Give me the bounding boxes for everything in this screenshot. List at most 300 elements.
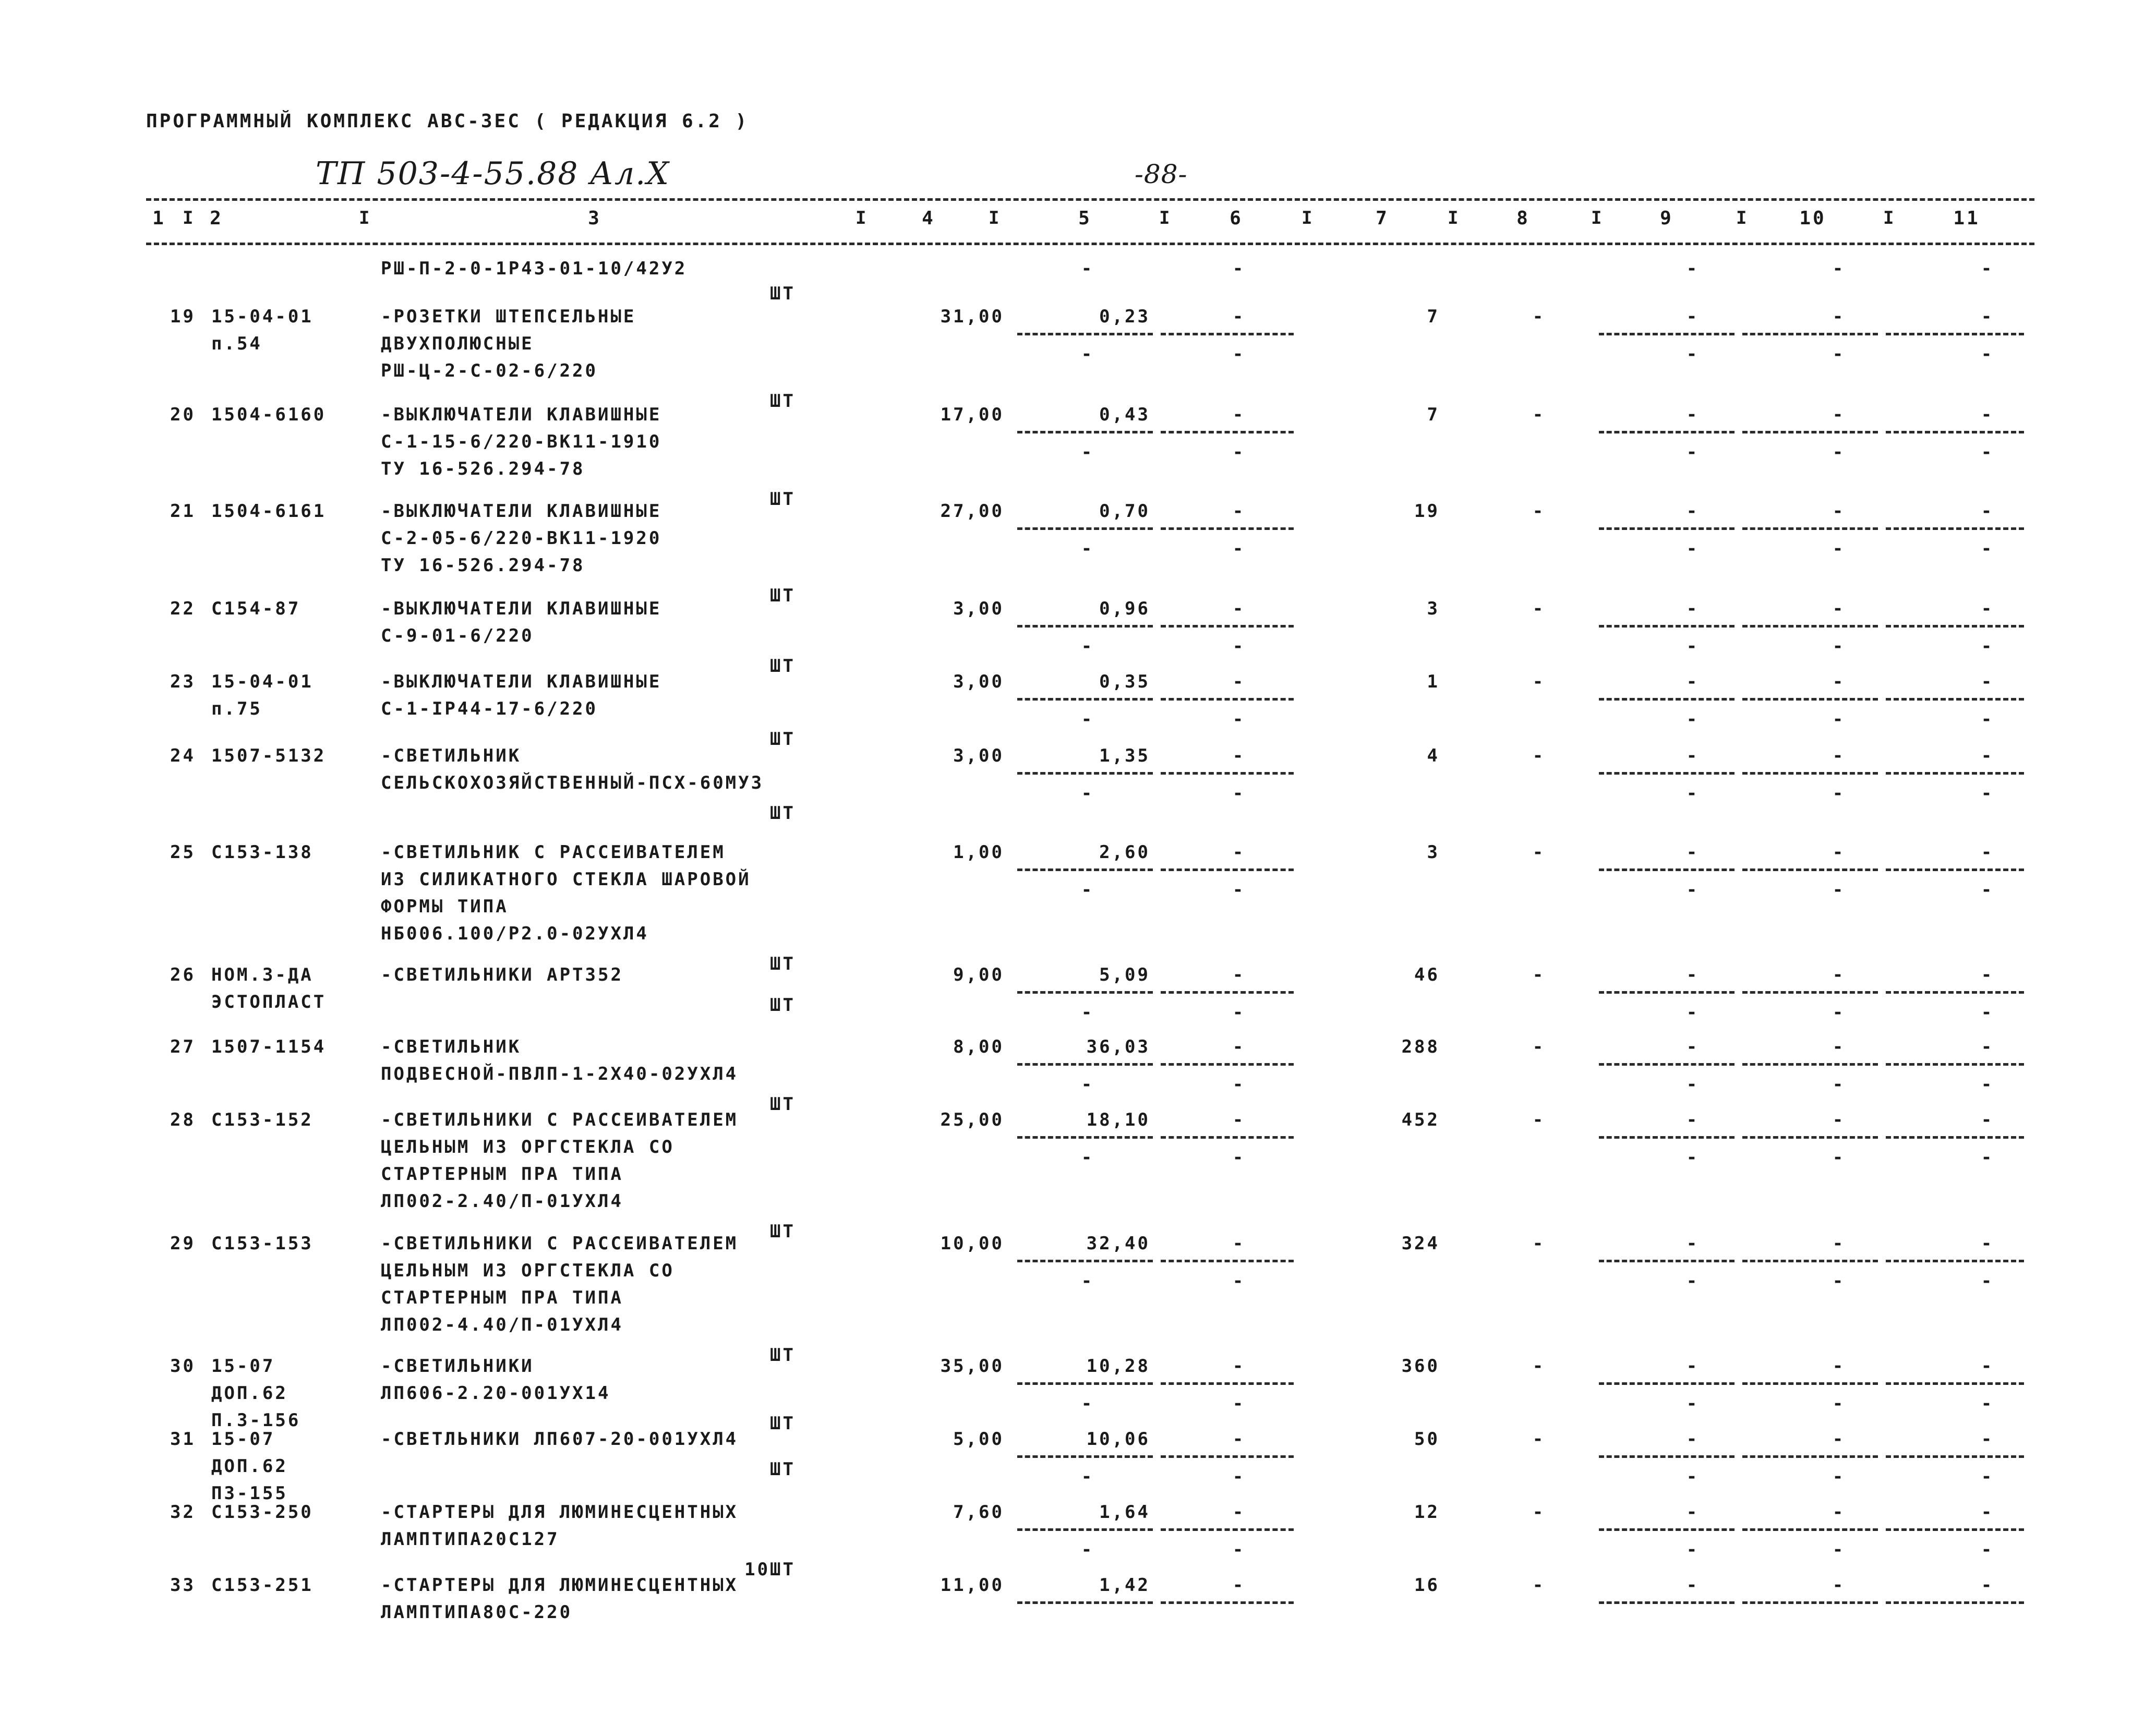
- col9-value: -: [1686, 1036, 1700, 1057]
- cell-divider-dashes: [1886, 1063, 2024, 1066]
- cell-divider-dashes: [1886, 772, 2024, 775]
- cell-divider-dashes: [1017, 1260, 1153, 1262]
- cell-divider-dashes: [1017, 1382, 1153, 1385]
- col10-value: -: [1832, 842, 1846, 863]
- col6-value: -: [1232, 1002, 1246, 1023]
- unit-of-measure: 10ШТ: [744, 1559, 796, 1580]
- col9-value: -: [1686, 709, 1700, 730]
- col11-value: -: [1981, 1356, 1994, 1377]
- col8-value: -: [1532, 1429, 1546, 1450]
- col9-value: -: [1686, 598, 1700, 619]
- cell-divider-dashes: [1886, 1601, 2024, 1604]
- col5-value: 2,60: [1099, 842, 1150, 863]
- col6-value: -: [1232, 783, 1246, 804]
- col10-value: -: [1832, 306, 1846, 327]
- item-description: СТАРТЕРНЫМ ПРА ТИПА: [381, 1164, 623, 1185]
- unit-of-measure: ШТ: [770, 1221, 796, 1242]
- col9-value: -: [1686, 1466, 1700, 1487]
- col6-value: -: [1232, 1393, 1246, 1414]
- quantity: 1,00: [953, 842, 1004, 863]
- cell-divider-dashes: [1886, 431, 2024, 433]
- item-description: -РОЗЕТКИ ШТЕПСЕЛЬНЫЕ: [381, 306, 636, 327]
- col6-value: -: [1232, 1233, 1246, 1254]
- col9-value: -: [1686, 404, 1700, 425]
- column-separator: I: [1736, 208, 1749, 228]
- col10-value: -: [1832, 709, 1846, 730]
- col9-value: -: [1686, 671, 1700, 692]
- col10-value: -: [1832, 1539, 1846, 1560]
- col11-value: -: [1981, 1147, 1994, 1168]
- col6-value: -: [1232, 258, 1246, 279]
- cell-divider-dashes: [1599, 431, 1735, 433]
- quantity: 31,00: [940, 306, 1004, 327]
- col5-value: 0,43: [1099, 404, 1150, 425]
- cell-divider-dashes: [1886, 868, 2024, 871]
- quantity: 11,00: [940, 1575, 1004, 1596]
- col7-value: 3: [1427, 598, 1440, 619]
- cell-divider-dashes: [1017, 772, 1153, 775]
- col5-value: -: [1081, 1002, 1094, 1023]
- col6-value: -: [1232, 1109, 1246, 1130]
- col9-value: -: [1686, 1502, 1700, 1523]
- column-number-7: 7: [1376, 208, 1389, 229]
- unit-of-measure: ШТ: [770, 729, 796, 750]
- cell-divider-dashes: [1599, 1260, 1735, 1262]
- cell-divider-dashes: [1886, 1136, 2024, 1139]
- normative-code: 1507-5132: [211, 745, 327, 766]
- cell-divider-dashes: [1599, 868, 1735, 871]
- col11-value: -: [1981, 842, 1994, 863]
- unit-of-measure: ШТ: [770, 656, 796, 677]
- column-number-5: 5: [1078, 208, 1092, 229]
- col7-value: 4: [1427, 745, 1440, 766]
- column-separator: I: [1448, 208, 1461, 228]
- col6-value: -: [1232, 879, 1246, 900]
- col6-value: -: [1232, 1539, 1246, 1560]
- normative-code: п.75: [211, 698, 262, 719]
- col11-value: -: [1981, 344, 1994, 365]
- item-description: С-2-05-6/220-ВК11-1920: [381, 528, 662, 549]
- item-description: РШ-Ц-2-С-02-6/220: [381, 360, 598, 381]
- cell-divider-dashes: [1017, 431, 1153, 433]
- cell-divider-dashes: [1161, 1528, 1294, 1531]
- col11-value: -: [1981, 636, 1994, 657]
- cell-divider-dashes: [1599, 1601, 1735, 1604]
- col11-value: -: [1981, 964, 1994, 985]
- col10-value: -: [1832, 1036, 1846, 1057]
- row-number: 22: [170, 598, 196, 619]
- col11-value: -: [1981, 1575, 1994, 1596]
- col9-value: -: [1686, 442, 1700, 463]
- column-separator: I: [856, 208, 869, 228]
- cell-divider-dashes: [1017, 1601, 1153, 1604]
- col9-value: -: [1686, 1393, 1700, 1414]
- column-number-9: 9: [1660, 208, 1673, 229]
- cell-divider-dashes: [1161, 991, 1294, 994]
- cell-divider-dashes: [1742, 1455, 1878, 1458]
- col11-value: -: [1981, 1036, 1994, 1057]
- col7-value: 19: [1414, 501, 1440, 522]
- item-description: С-1-15-6/220-ВК11-1910: [381, 431, 662, 452]
- cell-divider-dashes: [1742, 1136, 1878, 1139]
- col5-value: 1,64: [1099, 1502, 1150, 1523]
- quantity: 27,00: [940, 501, 1004, 522]
- col10-value: -: [1832, 1109, 1846, 1130]
- quantity: 3,00: [953, 671, 1004, 692]
- cell-divider-dashes: [1742, 1063, 1878, 1066]
- col6-value: -: [1232, 538, 1246, 559]
- quantity: 9,00: [953, 964, 1004, 985]
- item-description: ЛАМПТИПА20С127: [381, 1529, 560, 1550]
- quantity: 25,00: [940, 1109, 1004, 1130]
- cell-divider-dashes: [1017, 1136, 1153, 1139]
- col10-value: -: [1832, 745, 1846, 766]
- item-description: С-1-IР44-17-6/220: [381, 698, 598, 719]
- item-description: СЕЛЬСКОХОЗЯЙСТВЕННЫЙ-ПСХ-60МУЗ: [381, 773, 764, 793]
- cell-divider-dashes: [1886, 1260, 2024, 1262]
- item-description: -ВЫКЛЮЧАТЕЛИ КЛАВИШНЫЕ: [381, 598, 662, 619]
- col11-value: -: [1981, 1393, 1994, 1414]
- row-number: 26: [170, 964, 196, 985]
- cell-divider-dashes: [1742, 431, 1878, 433]
- normative-code: 1507-1154: [211, 1036, 327, 1057]
- col11-value: -: [1981, 1502, 1994, 1523]
- col10-value: -: [1832, 1466, 1846, 1487]
- cell-divider-dashes: [1742, 991, 1878, 994]
- col8-value: -: [1532, 1109, 1546, 1130]
- cell-divider-dashes: [1599, 1528, 1735, 1531]
- quantity: 35,00: [940, 1356, 1004, 1377]
- col9-value: -: [1686, 1074, 1700, 1095]
- col5-value: -: [1081, 879, 1094, 900]
- normative-code: 15-04-01: [211, 671, 314, 692]
- item-description: ЛАМПТИПА80С-220: [381, 1602, 573, 1623]
- quantity: 3,00: [953, 745, 1004, 766]
- col5-value: -: [1081, 783, 1094, 804]
- row-number: 33: [170, 1575, 196, 1596]
- col6-value: -: [1232, 1356, 1246, 1377]
- column-number-6: 6: [1230, 208, 1243, 229]
- col10-value: -: [1832, 442, 1846, 463]
- col9-value: -: [1686, 1147, 1700, 1168]
- col6-value: -: [1232, 442, 1246, 463]
- col11-value: -: [1981, 258, 1994, 279]
- col6-value: -: [1232, 1502, 1246, 1523]
- column-separator: I: [1591, 208, 1604, 228]
- column-number-3: 3: [588, 208, 601, 229]
- col7-value: 452: [1401, 1109, 1440, 1130]
- row-number: 24: [170, 745, 196, 766]
- col5-value: 36,03: [1086, 1036, 1150, 1057]
- col8-value: -: [1532, 1502, 1546, 1523]
- cell-divider-dashes: [1017, 868, 1153, 871]
- col9-value: -: [1686, 636, 1700, 657]
- unit-of-measure: ШТ: [770, 585, 796, 606]
- col9-value: -: [1686, 344, 1700, 365]
- col5-value: -: [1081, 1466, 1094, 1487]
- cell-divider-dashes: [1161, 1382, 1294, 1385]
- col5-value: -: [1081, 344, 1094, 365]
- cell-divider-dashes: [1599, 1136, 1735, 1139]
- quantity: 5,00: [953, 1429, 1004, 1450]
- normative-code: ДОП.62: [211, 1383, 288, 1404]
- col10-value: -: [1832, 598, 1846, 619]
- cell-divider-dashes: [1017, 1528, 1153, 1531]
- col5-value: 1,42: [1099, 1575, 1150, 1596]
- cell-divider-dashes: [1161, 1136, 1294, 1139]
- col9-value: -: [1686, 1356, 1700, 1377]
- cell-divider-dashes: [1742, 1260, 1878, 1262]
- item-description: ЛП002-2.40/П-01УХЛ4: [381, 1191, 623, 1212]
- col6-value: -: [1232, 636, 1246, 657]
- cell-divider-dashes: [1161, 772, 1294, 775]
- col11-value: -: [1981, 1429, 1994, 1450]
- col5-value: 1,35: [1099, 745, 1150, 766]
- col6-value: -: [1232, 745, 1246, 766]
- col7-value: 3: [1427, 842, 1440, 863]
- col11-value: -: [1981, 442, 1994, 463]
- unit-of-measure: ШТ: [770, 1345, 796, 1366]
- col11-value: -: [1981, 709, 1994, 730]
- col11-value: -: [1981, 1466, 1994, 1487]
- col8-value: -: [1532, 1036, 1546, 1057]
- col8-value: -: [1532, 745, 1546, 766]
- col5-value: 5,09: [1099, 964, 1150, 985]
- col5-value: 10,06: [1086, 1429, 1150, 1450]
- col10-value: -: [1832, 671, 1846, 692]
- normative-code: 15-07: [211, 1356, 275, 1377]
- item-description: НБ006.100/Р2.0-02УХЛ4: [381, 923, 649, 944]
- row-number: 30: [170, 1356, 196, 1377]
- page-number: -88-: [1135, 159, 1188, 189]
- col5-value: -: [1081, 709, 1094, 730]
- document-code: ТП 503-4-55.88 Ал.Х: [316, 155, 670, 192]
- col10-value: -: [1832, 538, 1846, 559]
- item-description: ТУ 16-526.294-78: [381, 459, 585, 479]
- col5-value: 0,70: [1099, 501, 1150, 522]
- col11-value: -: [1981, 598, 1994, 619]
- cell-divider-dashes: [1017, 698, 1153, 701]
- column-separator: I: [1302, 208, 1315, 228]
- cell-divider-dashes: [1017, 333, 1153, 335]
- unit-of-measure: ШТ: [770, 803, 796, 824]
- item-description: ЛП606-2.20-001УХ14: [381, 1383, 611, 1404]
- col6-value: -: [1232, 501, 1246, 522]
- quantity: 3,00: [953, 598, 1004, 619]
- cell-divider-dashes: [1742, 698, 1878, 701]
- col8-value: -: [1532, 1233, 1546, 1254]
- item-description: ЦЕЛЬНЫМ ИЗ ОРГСТЕКЛА СО: [381, 1137, 674, 1157]
- cell-divider-dashes: [1599, 1063, 1735, 1066]
- cell-divider-dashes: [1161, 1063, 1294, 1066]
- col8-value: -: [1532, 964, 1546, 985]
- unit-of-measure: ШТ: [770, 1413, 796, 1434]
- col5-value: 0,35: [1099, 671, 1150, 692]
- cell-divider-dashes: [1161, 431, 1294, 433]
- col7-value: 46: [1414, 964, 1440, 985]
- col11-value: -: [1981, 1233, 1994, 1254]
- column-number-4: 4: [922, 208, 935, 229]
- normative-code: НОМ.3-ДА: [211, 964, 314, 985]
- col7-value: 1: [1427, 671, 1440, 692]
- normative-code: С153-251: [211, 1575, 314, 1596]
- row-number: 31: [170, 1429, 196, 1450]
- col10-value: -: [1832, 1502, 1846, 1523]
- normative-code: 1504-6161: [211, 501, 327, 522]
- cell-divider-dashes: [1742, 772, 1878, 775]
- cell-divider-dashes: [1886, 1455, 2024, 1458]
- item-description: РШ-П-2-0-1Р43-01-10/42У2: [381, 258, 688, 279]
- col9-value: -: [1686, 745, 1700, 766]
- column-number-8: 8: [1516, 208, 1530, 229]
- cell-divider-dashes: [1886, 527, 2024, 530]
- cell-divider-dashes: [1161, 698, 1294, 701]
- col5-value: 32,40: [1086, 1233, 1150, 1254]
- item-description: ДВУХПОЛЮСНЫЕ: [381, 333, 534, 354]
- item-description: -ВЫКЛЮЧАТЕЛИ КЛАВИШНЫЕ: [381, 671, 662, 692]
- col6-value: -: [1232, 344, 1246, 365]
- item-description: ТУ 16-526.294-78: [381, 555, 585, 576]
- item-description: ИЗ СИЛИКАТНОГО СТЕКЛА ШАРОВОЙ: [381, 869, 751, 890]
- column-number-10: 10: [1799, 208, 1826, 229]
- column-separator: I: [1883, 208, 1896, 228]
- col9-value: -: [1686, 258, 1700, 279]
- col10-value: -: [1832, 1271, 1846, 1292]
- normative-code: 1504-6160: [211, 404, 327, 425]
- col9-value: -: [1686, 842, 1700, 863]
- unit-of-measure: ШТ: [770, 954, 796, 974]
- column-number-11: 11: [1953, 208, 1980, 229]
- col7-value: 324: [1401, 1233, 1440, 1254]
- cell-divider-dashes: [1742, 1528, 1878, 1531]
- item-description: ФОРМЫ ТИПА: [381, 896, 509, 917]
- col10-value: -: [1832, 1074, 1846, 1095]
- cell-divider-dashes: [1886, 991, 2024, 994]
- col5-value: 10,28: [1086, 1356, 1150, 1377]
- col6-value: -: [1232, 1271, 1246, 1292]
- item-description: С-9-01-6/220: [381, 625, 534, 646]
- row-number: 25: [170, 842, 196, 863]
- col6-value: -: [1232, 1575, 1246, 1596]
- col7-value: 288: [1401, 1036, 1440, 1057]
- item-description: -СВЕТИЛЬНИКИ АРТ352: [381, 964, 623, 985]
- cell-divider-dashes: [1161, 333, 1294, 335]
- col10-value: -: [1832, 501, 1846, 522]
- unit-of-measure: ШТ: [770, 391, 796, 412]
- column-separator: I: [183, 208, 196, 228]
- col9-value: -: [1686, 1002, 1700, 1023]
- col10-value: -: [1832, 964, 1846, 985]
- cell-divider-dashes: [1017, 1455, 1153, 1458]
- normative-code: ЭСТОПЛАСТ: [211, 992, 327, 1012]
- col5-value: -: [1081, 636, 1094, 657]
- item-description: СТАРТЕРНЫМ ПРА ТИПА: [381, 1287, 623, 1308]
- cell-divider-dashes: [1017, 991, 1153, 994]
- normative-code: 15-07: [211, 1429, 275, 1450]
- col10-value: -: [1832, 1429, 1846, 1450]
- unit-of-measure: ШТ: [770, 283, 796, 304]
- item-description: -СВЕТИЛЬНИК: [381, 745, 522, 766]
- cell-divider-dashes: [1886, 333, 2024, 335]
- col7-value: 16: [1414, 1575, 1440, 1596]
- item-description: ЦЕЛЬНЫМ ИЗ ОРГСТЕКЛА СО: [381, 1260, 674, 1281]
- unit-of-measure: ШТ: [770, 1094, 796, 1115]
- col8-value: -: [1532, 598, 1546, 619]
- row-number: 21: [170, 501, 196, 522]
- row-number: 19: [170, 306, 196, 327]
- cell-divider-dashes: [1599, 1382, 1735, 1385]
- col11-value: -: [1981, 1539, 1994, 1560]
- quantity: 17,00: [940, 404, 1004, 425]
- cell-divider-dashes: [1599, 991, 1735, 994]
- normative-code: П.3-156: [211, 1410, 301, 1431]
- col6-value: -: [1232, 1036, 1246, 1057]
- col7-value: 360: [1401, 1356, 1440, 1377]
- col6-value: -: [1232, 709, 1246, 730]
- col11-value: -: [1981, 745, 1994, 766]
- cell-divider-dashes: [1886, 1528, 2024, 1531]
- col9-value: -: [1686, 783, 1700, 804]
- col9-value: -: [1686, 879, 1700, 900]
- col9-value: -: [1686, 1271, 1700, 1292]
- col9-value: -: [1686, 964, 1700, 985]
- cell-divider-dashes: [1017, 625, 1153, 628]
- col5-value: -: [1081, 258, 1094, 279]
- item-description: ПОДВЕСНОЙ-ПВЛП-1-2Х40-02УХЛ4: [381, 1064, 739, 1084]
- cell-divider-dashes: [1599, 1455, 1735, 1458]
- normative-code: С153-250: [211, 1502, 314, 1523]
- normative-code: С154-87: [211, 598, 301, 619]
- row-number: 28: [170, 1109, 196, 1130]
- cell-divider-dashes: [1599, 772, 1735, 775]
- col11-value: -: [1981, 501, 1994, 522]
- col6-value: -: [1232, 598, 1246, 619]
- col9-value: -: [1686, 538, 1700, 559]
- item-description: -СВЕТЛЬНИКИ ЛП607-20-001УХЛ4: [381, 1429, 739, 1450]
- col9-value: -: [1686, 1109, 1700, 1130]
- col10-value: -: [1832, 1002, 1846, 1023]
- item-description: -СВЕТИЛЬНИК: [381, 1036, 522, 1057]
- column-separator: I: [989, 208, 1002, 228]
- col9-value: -: [1686, 1233, 1700, 1254]
- col11-value: -: [1981, 671, 1994, 692]
- col7-value: 7: [1427, 306, 1440, 327]
- col8-value: -: [1532, 1575, 1546, 1596]
- col10-value: -: [1832, 783, 1846, 804]
- col9-value: -: [1686, 1539, 1700, 1560]
- col10-value: -: [1832, 1393, 1846, 1414]
- cell-divider-dashes: [1017, 1063, 1153, 1066]
- col6-value: -: [1232, 671, 1246, 692]
- col6-value: -: [1232, 1429, 1246, 1450]
- cell-divider-dashes: [1161, 527, 1294, 530]
- col11-value: -: [1981, 1271, 1994, 1292]
- col10-value: -: [1832, 1356, 1846, 1377]
- cell-divider-dashes: [1742, 1601, 1878, 1604]
- col6-value: -: [1232, 842, 1246, 863]
- column-separator: I: [359, 208, 372, 228]
- program-header: ПРОГРАММНЫЙ КОМПЛЕКС АВС-3ЕС ( РЕДАКЦИЯ 6.2 ): [146, 111, 749, 132]
- unit-of-measure: ШТ: [770, 1459, 796, 1480]
- cell-divider-dashes: [1742, 1382, 1878, 1385]
- col6-value: -: [1232, 1074, 1246, 1095]
- cell-divider-dashes: [1599, 527, 1735, 530]
- col9-value: -: [1686, 306, 1700, 327]
- normative-code: С153-152: [211, 1109, 314, 1130]
- normative-code: С153-138: [211, 842, 314, 863]
- col11-value: -: [1981, 879, 1994, 900]
- col5-value: -: [1081, 1147, 1094, 1168]
